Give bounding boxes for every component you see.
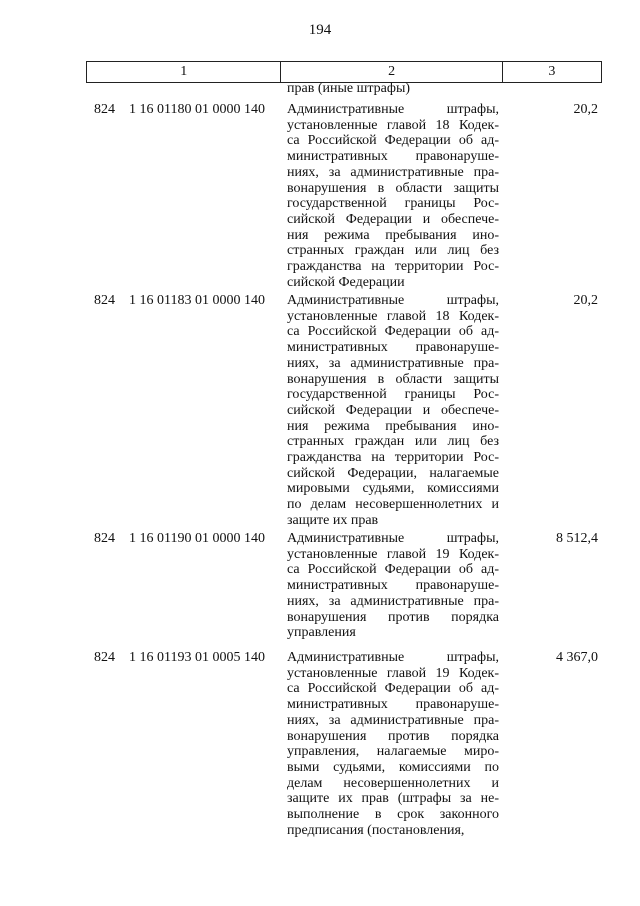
description-line: са Российской Федерации об ад- <box>287 324 499 340</box>
description-line: сийской Федерации и обеспече- <box>287 211 499 227</box>
description-line: са Российской Федерации об ад- <box>287 681 499 697</box>
description-line: сийской Федерации и обеспече- <box>287 402 499 418</box>
budget-classification-code: 1 16 01193 01 0005 140 <box>129 650 265 665</box>
description-line: ния режима пребывания ино- <box>287 227 499 243</box>
carry-over-text: прав (иные штрафы) <box>287 81 411 96</box>
admin-code: 824 <box>94 650 115 665</box>
amount-value: 20,2 <box>573 293 598 308</box>
description-line: установленные главой 19 Кодек- <box>287 665 499 681</box>
page-number: 194 <box>308 22 332 38</box>
description-line: странных граждан или лиц без <box>287 434 499 450</box>
revenue-description <box>287 102 499 290</box>
description-line: предписания (постановления, <box>287 822 465 838</box>
description-line: вонарушения против порядка <box>287 728 499 744</box>
description-line: защите их прав <box>287 512 379 528</box>
description-line: государственной границы Рос- <box>287 196 499 212</box>
description-line: ниях, за административные пра- <box>287 355 499 371</box>
description-line: ниях, за административные пра- <box>287 164 499 180</box>
revenue-description <box>287 293 499 529</box>
description-line: са Российской Федерации об ад- <box>287 562 499 578</box>
amount-value: 4 367,0 <box>556 650 598 665</box>
revenue-description <box>287 650 499 838</box>
description-line: сийской Федерации <box>287 274 405 290</box>
description-line: выполнение в срок законного <box>287 807 499 823</box>
description-line: Административные штрафы, <box>287 293 499 308</box>
budget-classification-code: 1 16 01183 01 0000 140 <box>129 293 265 308</box>
amount-value: 8 512,4 <box>556 531 598 546</box>
description-line: ниях, за административные пра- <box>287 593 499 609</box>
description-line: мировыми судьями, комиссиями <box>287 481 499 497</box>
amount-value: 20,2 <box>573 102 598 117</box>
budget-classification-code: 1 16 01180 01 0000 140 <box>129 102 265 117</box>
description-line: государственной границы Рос- <box>287 387 499 403</box>
description-line: гражданства на территории Рос- <box>287 450 499 466</box>
revenue-description <box>287 531 499 641</box>
description-line: установленные главой 18 Кодек- <box>287 308 499 324</box>
description-line: са Российской Федерации об ад- <box>287 133 499 149</box>
admin-code: 824 <box>94 102 115 117</box>
description-line: странных граждан или лиц без <box>287 243 499 259</box>
description-line: Административные штрафы, <box>287 102 499 117</box>
description-line: вонарушения в области защиты <box>287 371 499 387</box>
column-header-3: 3 <box>502 62 601 83</box>
description-line: управления, налагаемые миро- <box>287 744 499 760</box>
description-line: вонарушения в области защиты <box>287 180 499 196</box>
description-line: выми судьями, комиссиями по <box>287 759 499 775</box>
description-line: гражданства на территории Рос- <box>287 259 499 275</box>
description-line: установленные главой 19 Кодек- <box>287 546 499 562</box>
table-header <box>86 61 602 83</box>
description-line: ния режима пребывания ино- <box>287 418 499 434</box>
description-line: сийской Федерации, налагаемые <box>287 465 499 481</box>
column-header-1: 1 <box>87 62 281 83</box>
description-line: Административные штрафы, <box>287 650 499 665</box>
description-line: министративных правонаруше- <box>287 340 499 356</box>
description-line: ниях, за административные пра- <box>287 712 499 728</box>
description-line: Административные штрафы, <box>287 531 499 546</box>
admin-code: 824 <box>94 531 115 546</box>
description-line: министративных правонаруше- <box>287 578 499 594</box>
description-line: делам несовершеннолетних и <box>287 775 499 791</box>
column-header-2: 2 <box>281 62 502 83</box>
budget-classification-code: 1 16 01190 01 0000 140 <box>129 531 265 546</box>
description-line: вонарушения против порядка <box>287 609 499 625</box>
description-line: по делам несовершеннолетних и <box>287 497 499 513</box>
description-line: управления <box>287 625 356 641</box>
description-line: министративных правонаруше- <box>287 149 499 165</box>
description-line: установленные главой 18 Кодек- <box>287 117 499 133</box>
description-line: министративных правонаруше- <box>287 697 499 713</box>
description-line: защите их прав (штрафы за не- <box>287 791 499 807</box>
admin-code: 824 <box>94 293 115 308</box>
